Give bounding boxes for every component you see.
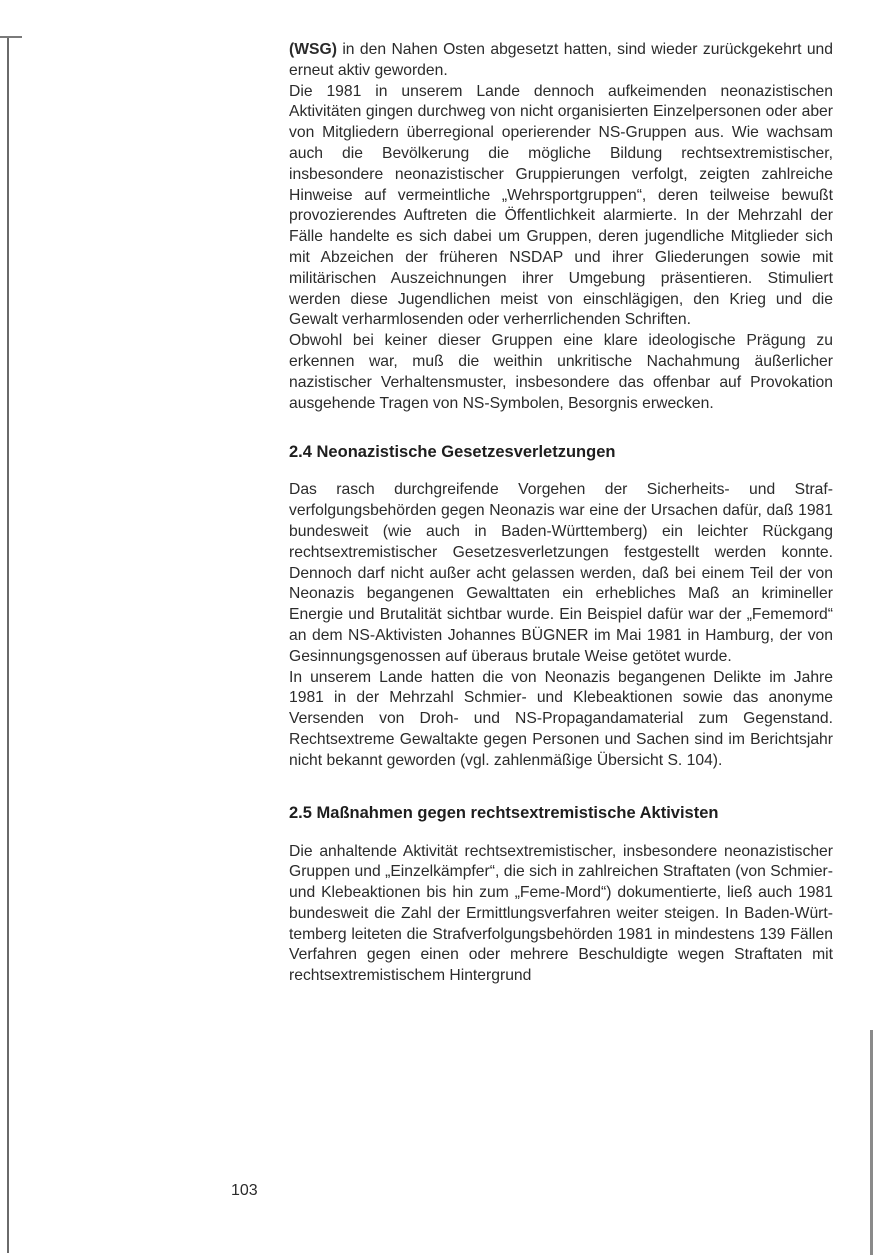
- page-edge-left: [7, 38, 9, 1253]
- page-edge-top: [0, 36, 22, 38]
- section-heading-2-5: 2.5 Maßnahmen gegen rechtsextremistische Aktivisten: [289, 803, 719, 822]
- section-2-4-paragraph-1: Das rasch durchgreifende Vorgehen der Sicherheits- und Strafverfolgungsbehörden gegen Neonazis war eine der Ursachen dafür, daß 1981 bundesweit (wie auch in Baden-Württemberg) ein leichter Rückgang rechtsextremistischer Gesetzesverletzungen festgestellt werden konnte. Dennoch darf nicht außer acht gelassen werden, daß bei einem Teil der von Neonazis begangenen Gewalttaten ein erhebliches Maß an krimineller Energie und Brutalität sichtbar wurde. Ein Beispiel dafür war der „Fememord“ an dem NS-Aktivisten Johannes BÜGNER im Mai 1981 in Hamburg, der von Gesinnungsgenossen auf überaus brutale Weise getötet wurde.: [289, 481, 833, 665]
- intro-paragraph-1: [289, 40, 833, 82]
- section-2-4-paragraph-2: In unserem Lande hatten die von Neonazis begangenen Delikte im Jahre 1981 in der Mehrzahl Schmier- und Klebeaktionen sowie das anonyme Versenden von Droh- und NS-Propagandamaterial zum Gegenstand. Rechtsextreme Gewaltakte gegen Personen und Sachen sind im Berichtsjahr nicht bekannt geworden (vgl. zahlenmäßige Übersicht S. 104).: [289, 668, 833, 769]
- page-number: 103: [231, 1182, 258, 1199]
- section-heading-2-4: 2.4 Neonazistische Gesetzesverletzungen: [289, 443, 616, 462]
- intro-lead-rest: in den Nahen Osten abgesetzt hatten, sind wieder zurückgekehrt und erneut aktiv geworden.: [289, 41, 833, 79]
- intro-lead-bold: (WSG): [289, 41, 337, 58]
- page-body: [289, 40, 833, 987]
- page-edge-right: [870, 1030, 873, 1255]
- intro-paragraph-3: Obwohl bei keiner dieser Gruppen eine klare ideologische Prägung zu erkennen war, muß die weithin unkritische Nachahmung äußerlicher nazistischer Verhaltensmuster, insbesondere das offenbar auf Provokation ausgehende Tragen von NS-Symbolen, Besorgnis erwecken.: [289, 332, 833, 412]
- intro-paragraph-2: Die 1981 in unserem Lande dennoch aufkeimenden neonazistischen Aktivitäten gingen durchweg von nicht organisierten Einzelpersonen oder aber von Mitgliedern überregional operierender NS-Gruppen aus. Wie wachsam auch die Bevölkerung die mögliche Bildung rechtsextremistischer, insbesondere neonazistischer Gruppierungen verfolgt, zeigten zahlreiche Hinweise auf vermeintliche „Wehrsportgruppen“, deren teilweise bewußt provozierendes Auftreten die Öffentlichkeit alarmierte. In der Mehrzahl der Fälle handelte es sich dabei um Gruppen, deren jugendliche Mitglieder sich mit Abzeichen der früheren NSDAP und ihrer Gliederungen sowie mit militärischen Auszeichnungen ihrer Umgebung präsentieren. Stimuliert werden diese Jugendlichen meist von einschlägigen, den Krieg und die Gewalt verharmlosenden oder verherrlichenden Schriften.: [289, 82, 833, 329]
- section-2-5-paragraph-1: Die anhaltende Aktivität rechtsextremistischer, insbesondere neonazistischer Gruppen und „Einzelkämpfer“, die sich in zahlreichen Straftaten (von Schmier- und Klebeaktionen bis hin zum „Feme-Mord“) dokumentierte, ließ auch 1981 bundesweit die Zahl der Ermittlungsverfahren weiter steigen. In Baden-Württemberg leiteten die Strafverfolgungsbehörden 1981 in mindestens 139 Fällen Verfahren gegen einen oder mehrere Beschuldigte wegen Straftaten mit rechtsextremistischem Hintergrund: [289, 842, 833, 985]
